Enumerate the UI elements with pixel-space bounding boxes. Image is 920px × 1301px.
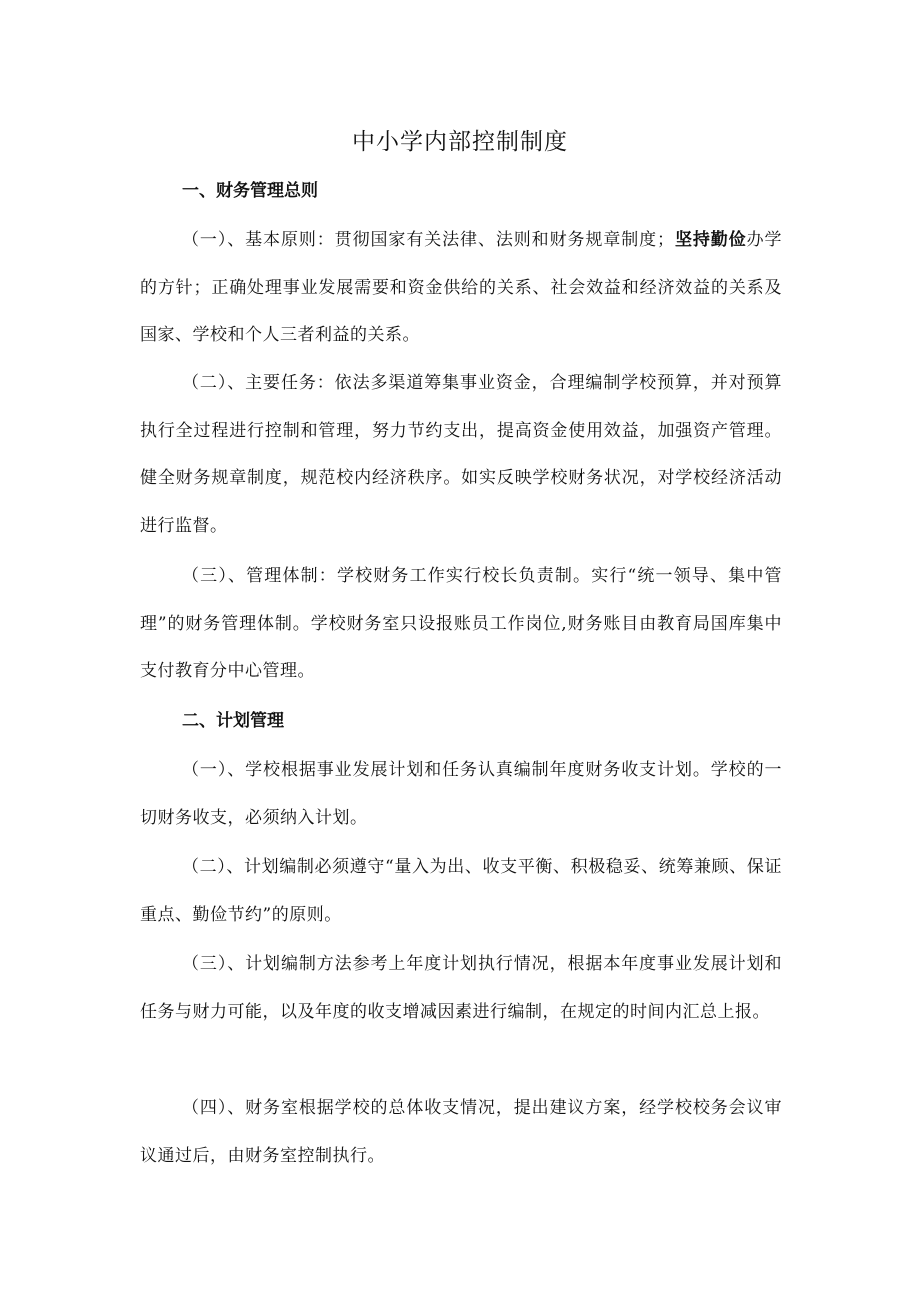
section-heading-plan-management: 二、计划管理	[182, 711, 284, 731]
paragraph-plan-4: （四）、财务室根据学校的总体收支情况，提出建议方案，经学校校务会议审议通过后，由财务室控制执行。	[140, 1098, 782, 1166]
paragraph-plan-1: （一）、学校根据事业发展计划和任务认真编制年度财务收支计划。学校的一切财务收支，必须纳入计划。	[140, 760, 782, 828]
paragraph-management-system: （三）、管理体制：学校财务工作实行校长负责制。实行“统一领导、集中管理”的财务管理体制。学校财务室只设报账员工作岗位,财务账目由教育局国库集中支付教育分中心管理。	[140, 566, 782, 681]
document-title: 中小学内部控制制度	[352, 129, 568, 155]
emphasized-text: 坚持勤俭	[674, 230, 747, 250]
paragraph-text: （一）、基本原则：贯彻国家有关法律、法则和财务规章制度；	[182, 230, 675, 250]
paragraph-plan-3: （三）、计划编制方法参考上年度计划执行情况，根据本年度事业发展计划和任务与财力可能，以及年度的收支增减因素进行编制，在规定的时间内汇总上报。	[140, 954, 782, 1022]
paragraph-basic-principles	[140, 217, 782, 360]
paragraph-plan-2: （二）、计划编制必须遵守“量入为出、收支平衡、积极稳妥、统筹兼顾、保证重点、勤俭节约”的原则。	[140, 857, 782, 925]
section-heading-financial-principles: 一、财务管理总则	[182, 181, 318, 201]
paragraph-main-tasks: （二）、主要任务：依法多渠道筹集事业资金，合理编制学校预算，并对预算执行全过程进行控制和管理，努力节约支出，提高资金使用效益，加强资产管理。健全财务规章制度，规范校内经济秩序。如实反映学校财务状况，对学校经济活动进行监督。	[140, 373, 782, 536]
paragraph-text: 办学的方针；正确处理事业发展需要和资金供给的关系、社会效益和经济效益的关系及国家、学校和个人三者利益的关系。	[140, 230, 783, 345]
